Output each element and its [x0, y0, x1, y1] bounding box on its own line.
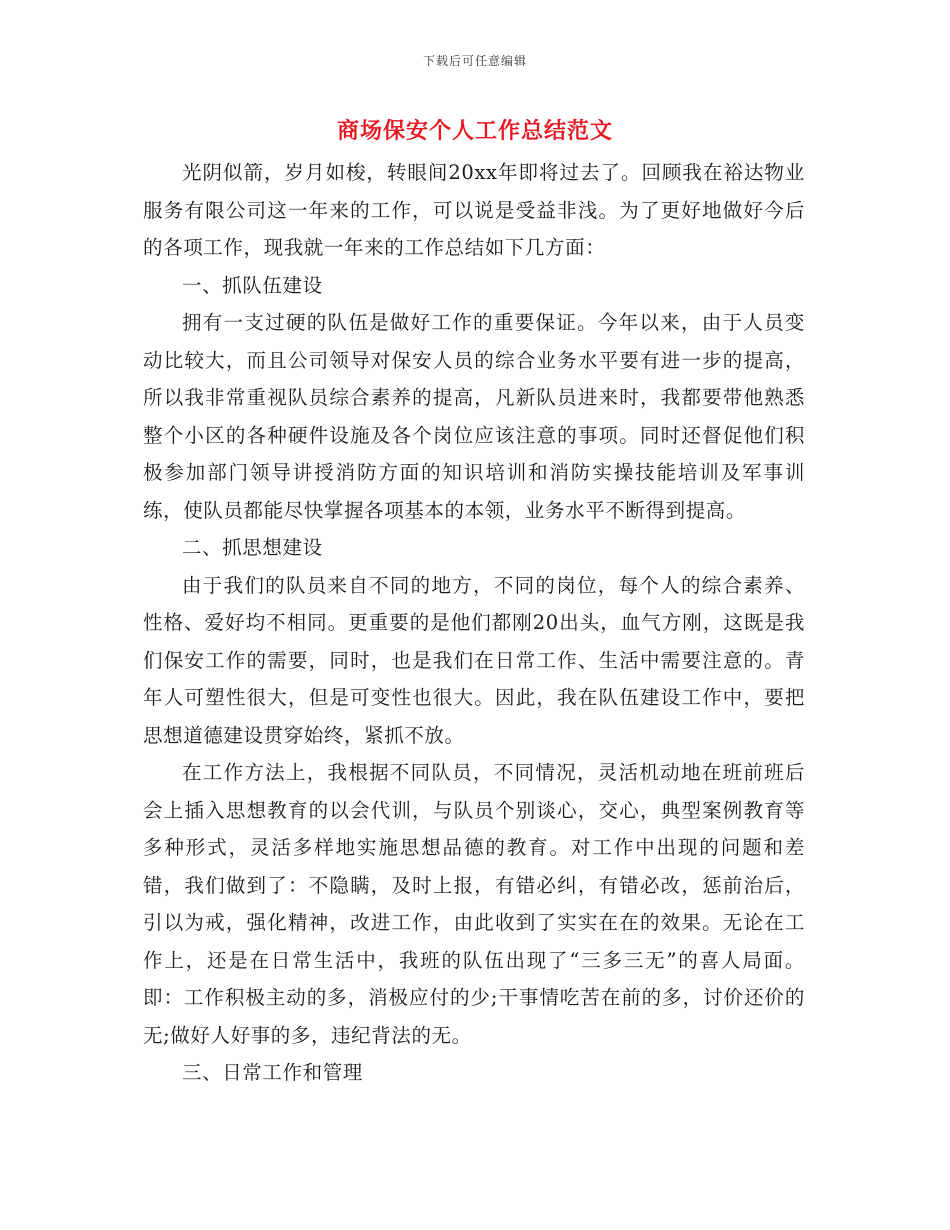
document-title: 商场保安个人工作总结范文	[336, 118, 613, 144]
section-heading-1: 一、抓队伍建设	[182, 273, 323, 297]
paragraph-ideology-2: 在工作方法上，我根据不同队员，不同情况，灵活机动地在班前班后会上插入思想教育的以会代训，与队员个别谈心，交心，典型案例教育等多种形式，灵活多样地实施思想品德的教育。对工作中出现的问题和差错，我们做到了：不隐瞒，及时上报，有错必纠，有错必改，惩前治后，引以为戒，强化精神，改进工作，由此收到了实实在在的效果。无论在工作上，还是在日常生活中，我班的队伍出现了“三多三无”的喜人局面。即：工作积极主动的多，消极应付的少;干事情吃苦在前的多，讨价还价的无;做好人好事的多，违纪背法的无。	[143, 761, 805, 1047]
paragraph-team-building: 拥有一支过硬的队伍是做好工作的重要保证。今年以来，由于人员变动比较大，而且公司领导对保安人员的综合业务水平要有进一步的提高，所以我非常重视队员综合素养的提高，凡新队员进来时，我都要带他熟悉整个小区的各种硬件设施及各个岗位应该注意的事项。同时还督促他们积极参加部门领导讲授消防方面的知识培训和消防实操技能培训及军事训练，使队员都能尽快掌握各项基本的本领，业务水平不断得到提高。	[143, 311, 805, 522]
section-heading-3: 三、日常工作和管理	[182, 1061, 363, 1084]
document-body	[143, 154, 805, 1092]
section-heading-2: 二、抓思想建设	[182, 536, 323, 559]
header-note: 下载后可任意编辑	[422, 54, 527, 68]
paragraph-ideology-1: 由于我们的队员来自不同的地方，不同的岗位，每个人的综合素养、性格、爱好均不相同。更重要的是他们都刚20出头，血气方刚，这既是我们保安工作的需要，同时，也是我们在日常工作、生活中需要注意的。青年人可塑性很大，但是可变性也很大。因此，我在队伍建设工作中，要把思想道德建设贯穿始终，紧抓不放。	[143, 573, 805, 747]
paragraph-intro: 光阴似箭，岁月如梭，转眼间20xx年即将过去了。回顾我在裕达物业服务有限公司这一年来的工作，可以说是受益非浅。为了更好地做好今后的各项工作，现我就一年来的工作总结如下几方面：	[143, 161, 805, 259]
